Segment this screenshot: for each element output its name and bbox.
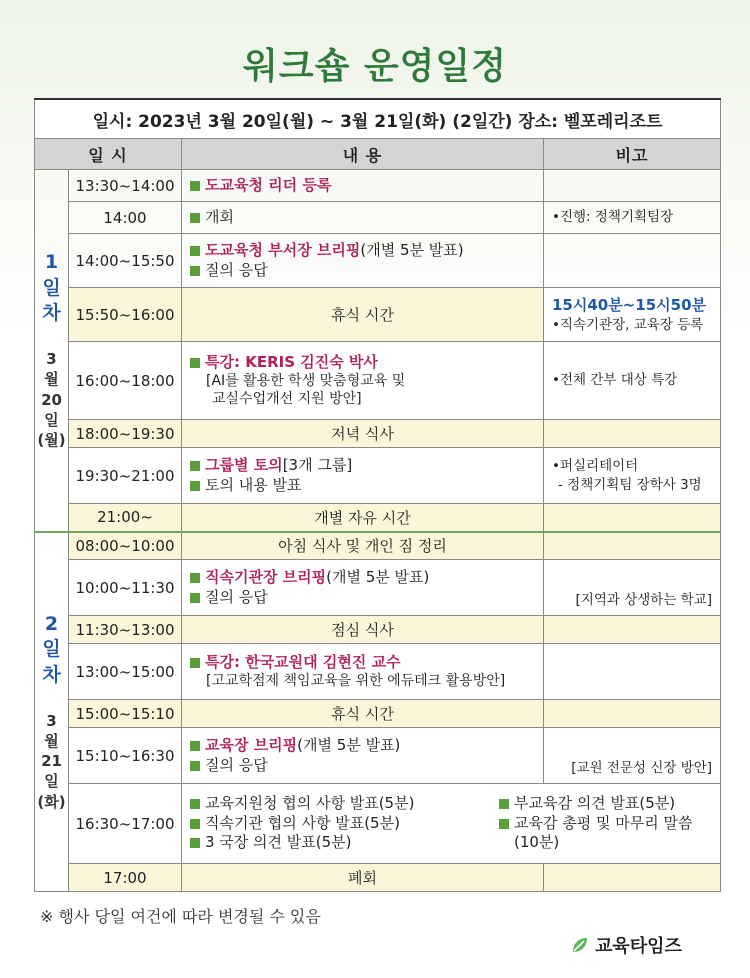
- day1-number: 1 일 차: [42, 251, 61, 325]
- row-time: 15:50~16:00: [69, 288, 182, 342]
- row-content: [182, 448, 544, 504]
- leaf-icon: [570, 935, 590, 955]
- row-content: [182, 644, 544, 700]
- bullet-icon: [190, 741, 200, 751]
- row-note: •진행: 정책기획팀장: [544, 202, 721, 234]
- note-text: - 정책기획팀 장학사 3명: [558, 476, 702, 493]
- row-content: 점심 식사: [182, 616, 544, 644]
- header-note: 비고: [544, 139, 721, 170]
- bullet-icon: [190, 246, 200, 256]
- publisher-logo: [570, 932, 682, 958]
- content-sub: [고교학점제 책임교육을 위한 에듀테크 활용방안]: [206, 673, 506, 690]
- content-item: (10분): [513, 833, 560, 852]
- note-text: [교원 전문성 신장 방안]: [571, 759, 713, 776]
- row-time: 15:10~16:30: [69, 728, 182, 784]
- bullet-icon: [190, 761, 200, 771]
- content-item: 특강: KERIS 김진숙 박사: [205, 352, 378, 371]
- bullet-icon: [190, 266, 200, 276]
- row-content: [182, 170, 544, 202]
- row-time: 19:30~21:00: [69, 448, 182, 504]
- content-item: 직속기관장 브리핑: [205, 568, 327, 586]
- row-content: 개별 자유 시간: [182, 504, 544, 532]
- row-time: 18:00~19:30: [69, 420, 182, 448]
- bullet-icon: [190, 658, 200, 668]
- row-time: 15:00~15:10: [69, 700, 182, 728]
- day2-number: 2 일 차: [42, 612, 61, 686]
- content-item: 교육지원청 협의 사항 발표(5분): [205, 794, 415, 813]
- row-note: [544, 288, 721, 342]
- row-note: •전체 간부 대상 특강: [544, 342, 721, 420]
- bullet-icon: [190, 358, 200, 368]
- row-content: 저녁 식사: [182, 420, 544, 448]
- content-item: 질의 응답: [205, 755, 268, 774]
- row-note: [544, 170, 721, 202]
- content-item: 특강: 한국교원대 김현진 교수: [205, 652, 401, 671]
- row-time: 16:00~18:00: [69, 342, 182, 420]
- day1-label: [35, 170, 69, 532]
- bullet-icon: [190, 799, 200, 809]
- content-item-detail: (개별 5분 발표): [326, 568, 430, 586]
- row-time: 14:00: [69, 202, 182, 234]
- content-item: 교육장 브리핑: [205, 736, 298, 754]
- row-note: [544, 560, 721, 616]
- content-sub: [AI를 활용한 학생 맞춤형교육 및: [206, 373, 406, 390]
- content-sub: 교실수업개선 지원 방안]: [212, 391, 362, 408]
- row-note: [544, 700, 721, 728]
- row-content: [182, 342, 544, 420]
- row-time: 17:00: [69, 864, 182, 892]
- row-note: [544, 532, 721, 560]
- note-text: •직속기관장, 교육장 등록: [552, 316, 704, 333]
- content-item: 질의 응답: [205, 587, 268, 606]
- row-time: 10:00~11:30: [69, 560, 182, 616]
- footnote: ※ 행사 당일 여건에 따라 변경될 수 있음: [40, 907, 321, 926]
- row-note: [544, 864, 721, 892]
- row-time: 21:00~: [69, 504, 182, 532]
- bullet-icon: [190, 213, 200, 223]
- header-time: 일 시: [35, 139, 182, 170]
- content-item-detail: (개별 5분 발표): [360, 241, 464, 259]
- row-note: [544, 644, 721, 700]
- content-item-detail: (개별 5분 발표): [297, 736, 401, 754]
- event-info: 일시: 2023년 3월 20일(월) ~ 3월 21일(화) (2일간) 장소: 벨포레리조트: [35, 99, 721, 139]
- logo-text: 교육타임즈: [595, 936, 682, 957]
- content-item: 교육감 총평 및 마무리 말씀: [513, 813, 693, 832]
- row-content: 아침 식사 및 개인 짐 정리: [182, 532, 544, 560]
- row-content: [182, 234, 544, 288]
- content-item: 토의 내용 발표: [205, 475, 302, 494]
- bullet-icon: [190, 838, 200, 848]
- row-note: [544, 420, 721, 448]
- bullet-icon: [190, 461, 200, 471]
- bullet-icon: [190, 819, 200, 829]
- row-content: 폐회: [182, 864, 544, 892]
- bullet-icon: [190, 593, 200, 603]
- row-time: 14:00~15:50: [69, 234, 182, 288]
- bullet-icon: [499, 819, 509, 829]
- row-content: 휴식 시간: [182, 700, 544, 728]
- note-text: [지역과 상생하는 학교]: [575, 591, 713, 608]
- content-item-detail: [3개 그룹]: [282, 456, 353, 474]
- day2-date: 3 월 21 일 (화): [37, 711, 66, 811]
- row-note: [544, 504, 721, 532]
- note-time: 15시40분~15시50분: [552, 296, 707, 315]
- bullet-icon: [190, 573, 200, 583]
- row-note: [544, 234, 721, 288]
- day1-date: 3 월 20 일 (월): [37, 350, 66, 450]
- row-content: 휴식 시간: [182, 288, 544, 342]
- content-item: 그룹별 토의: [205, 456, 283, 474]
- row-note: [544, 616, 721, 644]
- schedule-table: [34, 98, 721, 892]
- note-text: •퍼실리테이터: [552, 458, 639, 475]
- content-item: 질의 응답: [205, 260, 268, 279]
- row-content: [182, 560, 544, 616]
- content-item: 도교육청 리더 등록: [205, 175, 332, 194]
- row-note: [544, 448, 721, 504]
- bullet-icon: [499, 799, 509, 809]
- content-item: 3 국장 의견 발표(5분): [205, 833, 352, 852]
- row-content: [182, 728, 544, 784]
- page-title: 워크숍 운영일정: [243, 46, 507, 87]
- day2-label: [35, 532, 69, 892]
- row-time: 13:00~15:00: [69, 644, 182, 700]
- content-item: 도교육청 부서장 브리핑: [205, 241, 361, 259]
- bullet-icon: [190, 181, 200, 191]
- row-note: [544, 728, 721, 784]
- row-time: 16:30~17:00: [69, 784, 182, 864]
- header-content: 내 용: [182, 139, 544, 170]
- bullet-icon: [190, 481, 200, 491]
- row-time: 08:00~10:00: [69, 532, 182, 560]
- row-time: 13:30~14:00: [69, 170, 182, 202]
- content-item: 부교육감 의견 발표(5분): [513, 794, 676, 813]
- content-item: 개회: [205, 207, 234, 226]
- content-item: 직속기관 협의 사항 발표(5분): [205, 813, 400, 832]
- row-content: [182, 202, 544, 234]
- row-content: [182, 784, 721, 864]
- row-time: 11:30~13:00: [69, 616, 182, 644]
